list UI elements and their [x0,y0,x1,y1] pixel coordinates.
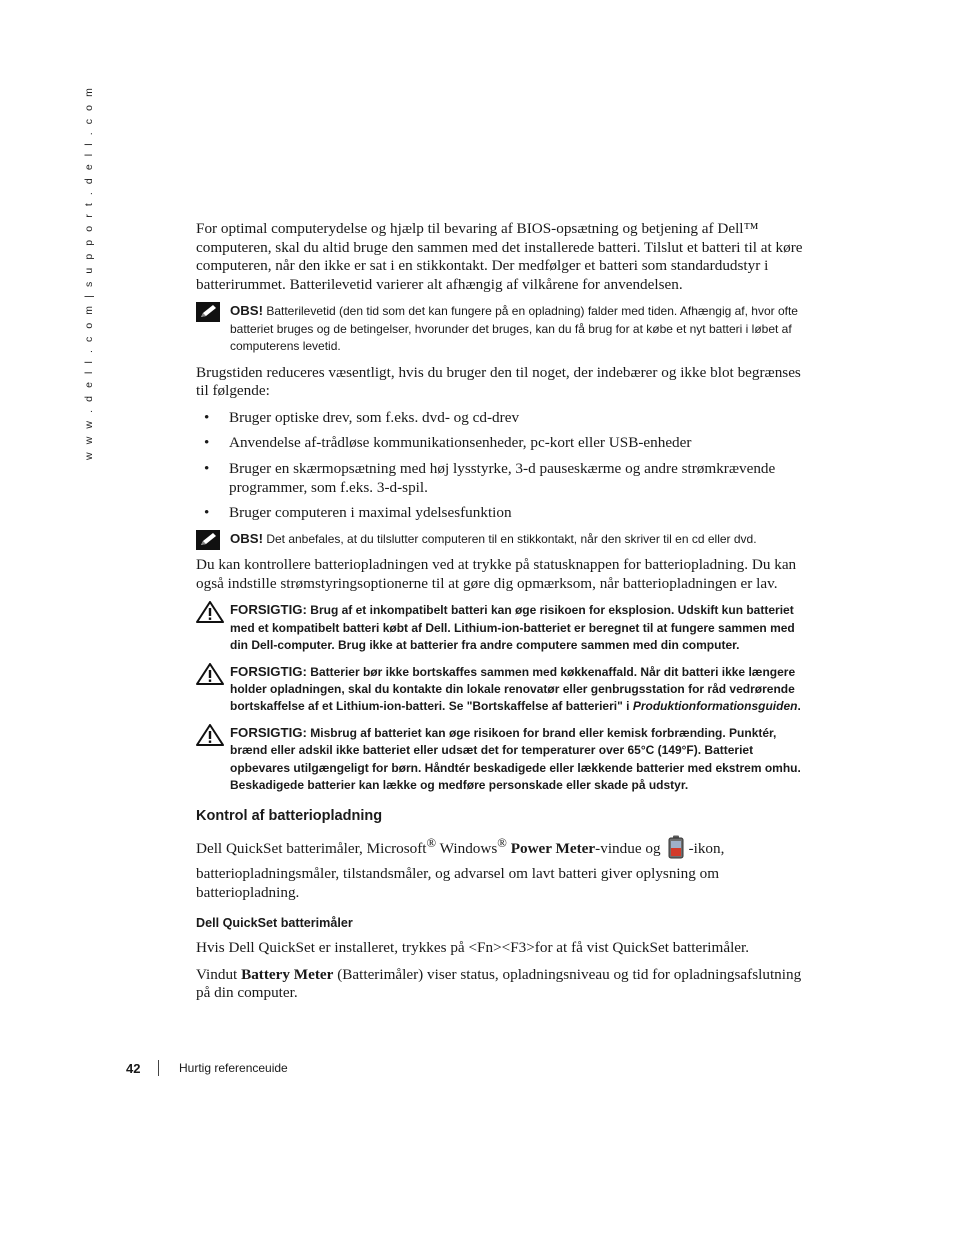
page-number: 42 [126,1061,141,1076]
section-paragraph: Dell QuickSet batterimåler, Microsoft® Windows® Power Meter-vindue og -ikon, batteriopladningsmåler, tilstandsmåler, og advarsel om lavt batteri giver oplysning om batteriopladning. [196,836,725,901]
note-1-text: Batterilevetid (den tid som det kan fungere på en opladning) falder med tiden. Afhængig af, hvor ofte batteriet bruges og de betingelser, hvorunder det bruges, kan du få brug for at købe et nyt batteri i løbet af computerens levetid. [230,304,798,354]
list-item: • Anvendelse af-trådløse kommunikationsenheder, pc-kort eller USB-enheder [204,434,692,452]
caution-1 [196,601,814,654]
footer-divider [158,1060,159,1076]
footer-title: Hurtig referenceuide [179,1061,288,1075]
sub-heading: Dell QuickSet batterimåler [196,916,353,931]
window-paragraph: Vindut Battery Meter (Batterimåler) viser status, opladningsniveau og tid for opladningsafslutning på din computer. [196,965,802,1002]
battery-meter-icon [667,835,685,865]
bullet-icon: • [204,434,210,452]
caution-1-label: FORSIGTIG: [230,602,307,618]
bullet-icon: • [204,504,210,522]
caution-1-text: Brug af et inkompatibelt batteri kan øge risikoen for eksplosion. Udskift kun batteriet med et kompatibelt batteri købt af Dell. Lithium-ion-batteriet er beregnet til at fungere sammen med din Dell-computer. Brug ikke at batterier fra andre computere sammen med din computer. [230,603,795,653]
list-item: • Bruger computeren i maximal ydelsesfunktion [204,504,512,522]
note-2 [196,530,814,548]
note-1 [196,302,814,355]
list-item: • Bruger optiske drev, som f.eks. dvd- og cd-drev [204,408,520,426]
warning-triangle-icon [196,601,224,628]
usage-list [196,409,814,523]
quickset-paragraph: Hvis Dell QuickSet er installeret, trykkes på <Fn><F3>for at få vist QuickSet batterimåler. [196,939,750,957]
bullet-icon: • [204,459,210,477]
caution-3-text: Misbrug af batteriet kan øge risikoen for brand eller kemisk forbrænding. Punktér, brænd eller adskil ikke batteriet eller udsæt det for temperaturer over 65°C (149°F). Batteriet opbevares utilgængeligt for børn. Håndtér beskadigede eller lækkende batterier med ekstrem omhu. Beskadigede batterier kan lække og medføre personskade eller skade på udstyr. [230,725,801,792]
caution-2-end: . [797,699,801,714]
warning-triangle-icon [196,663,224,690]
bullet-icon: • [204,408,210,426]
list-item: • Bruger en skærmopsætning med høj lysstyrke, 3-d pauseskærme og andre strømkrævende programmer, som f.eks. 3-d-spil. [204,459,776,496]
guide-title: Produktionformationsguiden [632,699,798,714]
page-content [196,220,814,1011]
caution-3 [196,724,814,795]
note-2-text: Det anbefales, at du tilslutter computeren til en stikkontakt, når den skriver til en cd eller dvd. [266,531,757,546]
monitor-paragraph: Du kan kontrollere batteriopladningen ved at trykke på statusknappen for batteriopladning. Du kan også indstille strømstyringsoptionerne til at gøre dig opmærksom, når batteriopladningen er lav. [196,556,797,592]
usage-intro: Brugstiden reduceres væsentligt, hvis du bruger den til noget, der indebærer og ikke blot begrænses til følgende: [196,363,801,400]
note-1-label: OBS! [230,303,263,319]
caution-3-label: FORSIGTIG: [230,724,307,740]
intro-paragraph: For optimal computerydelse og hjælp til bevaring af BIOS-opsætning og betjening af Dell™ computeren, skal du altid bruge den sammen med det installerede batteri. Tilslut et batteri til at køre computeren, når den ikke er sat i en stikkontakt. Der medfølger et batteri som standardudstyr i batterirummet. Batterilevetid varierer alt afhængig af vilkårene for anvendelsen. [196,220,803,293]
note-pencil-icon [196,530,220,555]
note-pencil-icon [196,302,220,327]
note-2-label: OBS! [230,530,263,546]
caution-2 [196,663,814,716]
side-url-text: w w w . d e l l . c o m | s u p p o r t . d e l l . c o m [83,85,95,460]
section-heading: Kontrol af batteriopladning [196,808,383,825]
caution-2-label: FORSIGTIG: [230,663,307,679]
warning-triangle-icon [196,724,224,751]
caution-2-text: Batterier bør ikke bortskaffes sammen med køkkenaffald. Når dit batteri ikke længere holder opladningen, skal du kontakte din lokale renovatør eller genbrugsstation for råd vedrørende bortskaffelse af et Lithium-ion-batteri. Se "Bortskaffelse af batterieri" i [230,664,796,714]
